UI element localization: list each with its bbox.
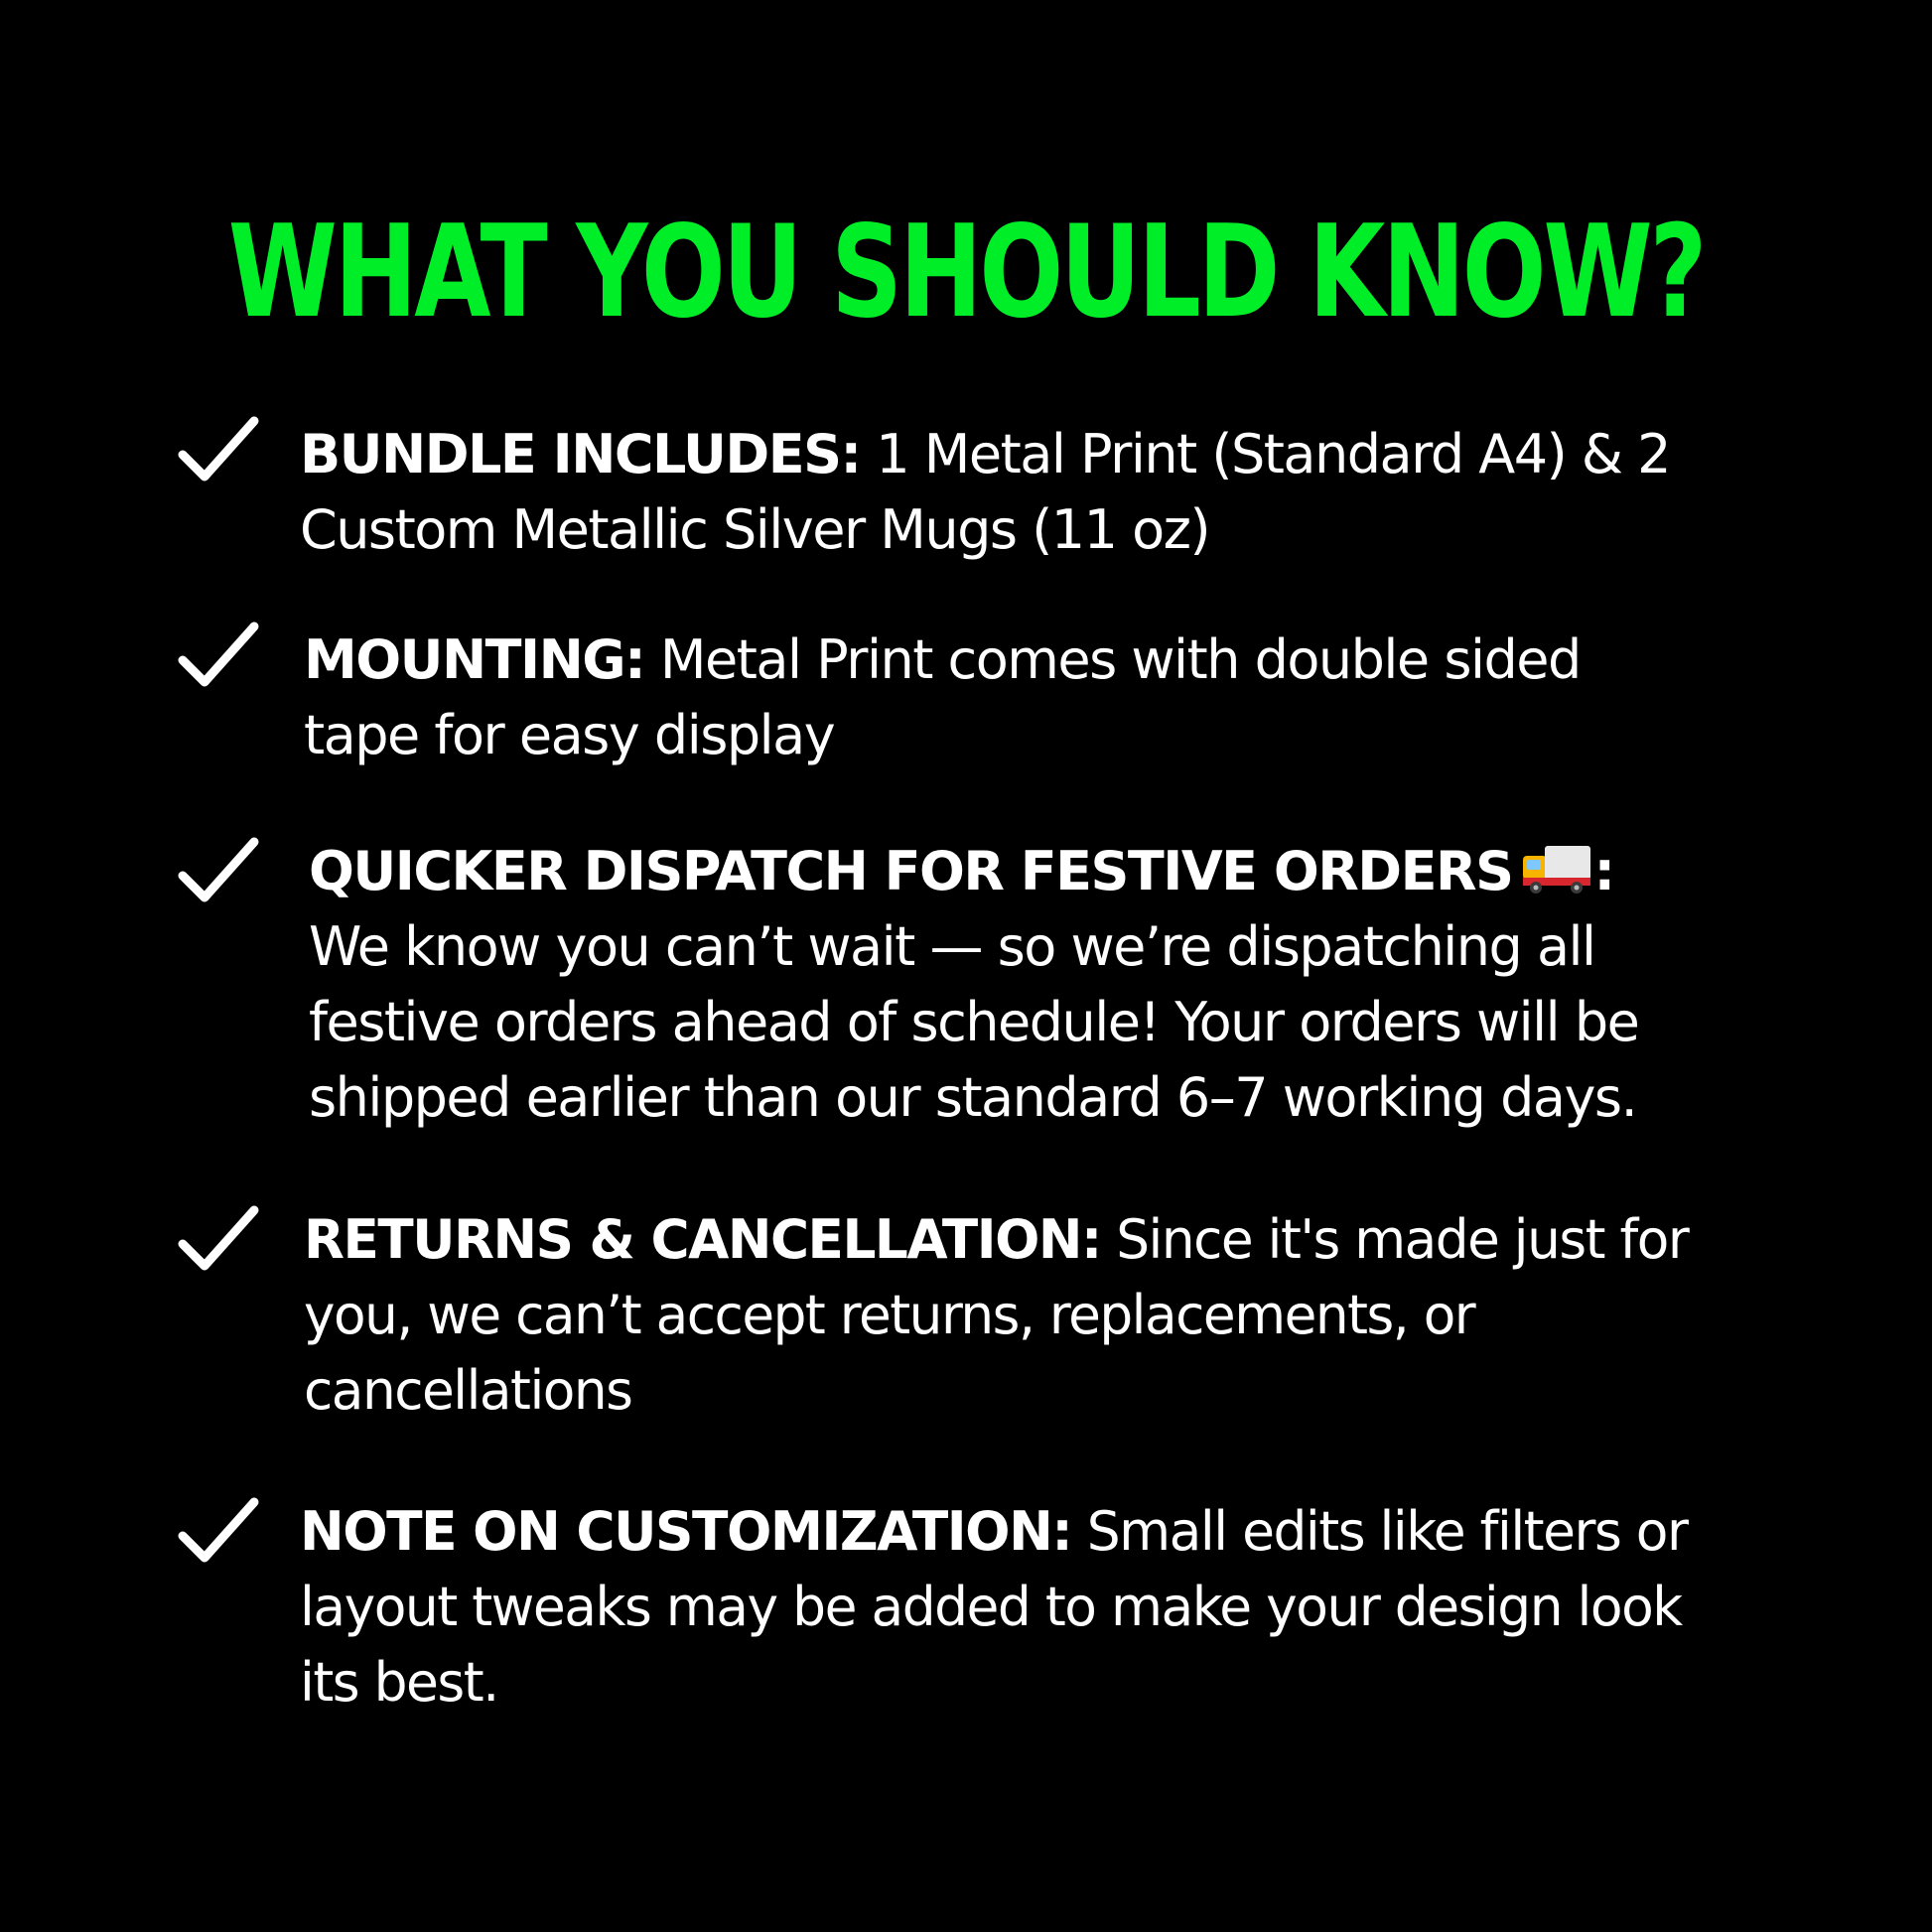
- item-detail: shipped earlier than our standard 6–7 working days.: [309, 1066, 1637, 1129]
- checkmark-icon: [177, 1204, 260, 1274]
- item-detail: festive orders ahead of schedule! Your orders will be: [309, 991, 1639, 1053]
- item-detail: its best.: [300, 1651, 498, 1714]
- item-detail: you, we can’t accept returns, replacements, or: [304, 1284, 1475, 1346]
- list-item-customization: [0, 1488, 1932, 1746]
- delivery-truck-icon: [1521, 840, 1594, 894]
- item-text: [300, 417, 1670, 568]
- item-label: MOUNTING:: [304, 628, 645, 691]
- item-text: [304, 1202, 1688, 1429]
- item-detail: layout tweaks may be added to make your design look: [300, 1576, 1682, 1638]
- checkmark-icon: [177, 836, 260, 905]
- item-text: [309, 834, 1638, 1136]
- item-label-suffix: :: [1593, 840, 1614, 902]
- item-detail: Small edits like filters or: [1071, 1500, 1688, 1563]
- item-detail: Since it's made just for: [1100, 1208, 1689, 1271]
- list-item-mounting: [0, 613, 1932, 851]
- item-text: [304, 622, 1581, 773]
- item-label: RETURNS & CANCELLATION:: [304, 1208, 1101, 1271]
- item-detail: Metal Print comes with double sided: [644, 628, 1581, 691]
- checkmark-icon: [177, 621, 260, 690]
- checkmark-icon: [177, 415, 260, 484]
- item-text: [300, 1494, 1687, 1721]
- item-detail: tape for easy display: [304, 704, 835, 766]
- item-detail: cancellations: [304, 1359, 632, 1422]
- item-detail: 1 Metal Print (Standard A4) & 2: [860, 423, 1670, 485]
- item-label: NOTE ON CUSTOMIZATION:: [300, 1500, 1072, 1563]
- page-title: WHAT YOU SHOULD KNOW?: [227, 199, 1705, 346]
- item-detail: We know you can’t wait — so we’re dispatching all: [309, 915, 1595, 978]
- item-label: QUICKER DISPATCH FOR FESTIVE ORDERS: [309, 840, 1513, 902]
- list-item-returns: [0, 1196, 1932, 1454]
- list-item-bundle: [0, 407, 1932, 645]
- item-detail: Custom Metallic Silver Mugs (11 oz): [300, 498, 1210, 561]
- item-label: BUNDLE INCLUDES:: [300, 423, 861, 485]
- checkmark-icon: [177, 1496, 260, 1566]
- list-item-dispatch: [0, 828, 1932, 1146]
